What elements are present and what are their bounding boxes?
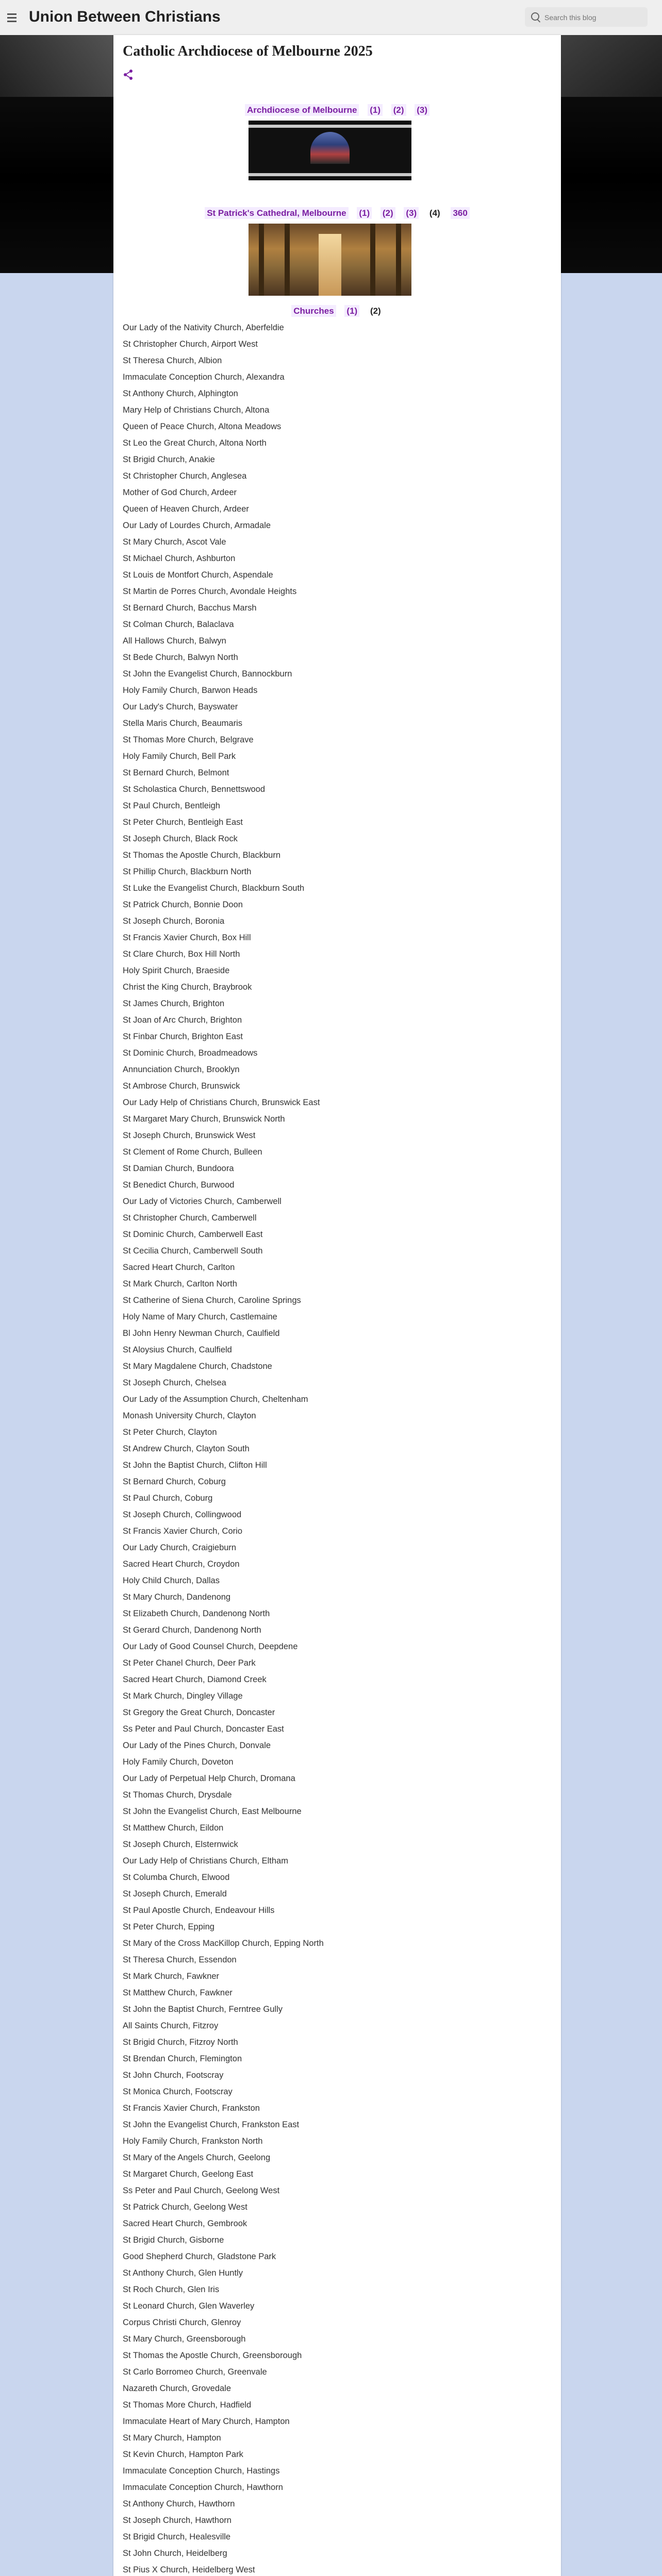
church-list-item: Sacred Heart Church, Croydon — [123, 1560, 240, 1569]
church-list-item: Our Lady of the Pines Church, Donvale — [123, 1741, 271, 1750]
church-list-item: St John the Evangelist Church, East Melbourne — [123, 1807, 302, 1816]
church-list-item: Holy Child Church, Dallas — [123, 1576, 220, 1585]
church-list-item: St James Church, Brighton — [123, 999, 225, 1008]
church-list-item: St Francis Xavier Church, Frankston — [123, 2104, 260, 2113]
church-list-item: Bl John Henry Newman Church, Caulfield — [123, 1329, 280, 1338]
archdiocese-page-2-link[interactable]: (2) — [391, 104, 406, 116]
church-list-item: St Brigid Church, Gisborne — [123, 2235, 224, 2245]
church-list-item: St Luke the Evangelist Church, Blackburn South — [123, 884, 305, 893]
church-list — [123, 319, 545, 2576]
church-list-item: St Mary Church, Dandenong — [123, 1592, 231, 1602]
church-list-item: Sacred Heart Church, Carlton — [123, 1263, 235, 1272]
church-list-item: St Brigid Church, Anakie — [123, 455, 215, 464]
church-list-item: Holy Family Church, Bell Park — [123, 752, 236, 761]
church-list-item: St Ambrose Church, Brunswick — [123, 1081, 240, 1091]
church-list-item: St Mark Church, Dingley Village — [123, 1691, 243, 1701]
church-list-item: St John the Evangelist Church, Frankston East — [123, 2120, 300, 2129]
church-list-item: St Bernard Church, Coburg — [123, 1477, 226, 1486]
church-list-item: St Mary Church, Greensborough — [123, 2334, 246, 2344]
church-list-item: St Leonard Church, Glen Waverley — [123, 2301, 255, 2311]
cathedral-page-2-link[interactable]: (2) — [380, 207, 395, 219]
church-list-item: Nazareth Church, Grovedale — [123, 2384, 231, 2393]
church-list-item: St Andrew Church, Clayton South — [123, 1444, 250, 1453]
churches-page-1-link[interactable]: (1) — [344, 305, 359, 317]
church-list-item: St Joseph Church, Brunswick West — [123, 1131, 256, 1140]
church-list-item: St Dominic Church, Broadmeadows — [123, 1048, 258, 1058]
church-list-item: St Matthew Church, Fawkner — [123, 1988, 233, 1997]
church-list-item: St Christopher Church, Anglesea — [123, 471, 247, 481]
church-list-item: St Clare Church, Box Hill North — [123, 950, 240, 959]
church-list-item: St Margaret Church, Geelong East — [123, 2170, 254, 2179]
church-list-item: St Joseph Church, Emerald — [123, 1889, 227, 1899]
church-list-item: St Roch Church, Glen Iris — [123, 2285, 220, 2294]
church-list-item: St Joseph Church, Collingwood — [123, 1510, 242, 1519]
church-list-item: St Mary of the Angels Church, Geelong — [123, 2153, 271, 2162]
church-list-item: St Catherine of Siena Church, Caroline Springs — [123, 1296, 301, 1305]
archdiocese-page-3-link[interactable]: (3) — [415, 104, 429, 116]
church-list-item: St Brigid Church, Healesville — [123, 2532, 231, 2541]
search-box[interactable] — [525, 7, 648, 27]
church-list-item: St Bernard Church, Bacchus Marsh — [123, 603, 257, 613]
church-list-item: St Peter Church, Epping — [123, 1922, 214, 1931]
church-list-item: St Columba Church, Elwood — [123, 1873, 230, 1882]
church-list-item: St Thomas the Apostle Church, Blackburn — [123, 851, 281, 860]
church-list-item: St Francis Xavier Church, Box Hill — [123, 933, 251, 942]
church-list-item: St Anthony Church, Hawthorn — [123, 2499, 235, 2509]
cathedral-image[interactable] — [249, 224, 411, 296]
church-list-item: St Colman Church, Balaclava — [123, 620, 234, 629]
church-list-item: St Anthony Church, Alphington — [123, 389, 238, 398]
church-list-item: St Patrick Church, Geelong West — [123, 2202, 247, 2212]
church-list-item: St Pius X Church, Heidelberg West — [123, 2565, 255, 2574]
church-list-item: Holy Family Church, Barwon Heads — [123, 686, 258, 695]
church-list-item: Immaculate Conception Church, Alexandra — [123, 372, 285, 382]
church-list-item: St Clement of Rome Church, Bulleen — [123, 1147, 262, 1157]
church-list-item: St Matthew Church, Eildon — [123, 1823, 224, 1833]
church-list-item: St Phillip Church, Blackburn North — [123, 867, 252, 876]
church-list-item: Our Lady of Good Counsel Church, Deepdene — [123, 1642, 298, 1651]
church-list-item: St Peter Church, Clayton — [123, 1428, 217, 1437]
church-list-item: St Theresa Church, Essendon — [123, 1955, 237, 1964]
church-list-item: St Joseph Church, Black Rock — [123, 834, 238, 843]
church-list-item: St Christopher Church, Camberwell — [123, 1213, 257, 1223]
church-list-item: St Carlo Borromeo Church, Greenvale — [123, 2367, 267, 2377]
church-list-item: Immaculate Conception Church, Hastings — [123, 2466, 280, 2476]
church-list-item: St Thomas the Apostle Church, Greensborough — [123, 2351, 302, 2360]
cathedral-page-current: (4) — [429, 208, 440, 218]
church-list-item: St John the Baptist Church, Clifton Hill — [123, 1461, 267, 1470]
church-list-item: St Christopher Church, Airport West — [123, 340, 258, 349]
church-list-item: St Mary Magdalene Church, Chadstone — [123, 1362, 272, 1371]
church-list-item: St John Church, Heidelberg — [123, 2549, 227, 2558]
church-list-item: Holy Family Church, Doveton — [123, 1757, 234, 1767]
church-list-item: St Paul Church, Coburg — [123, 1494, 213, 1503]
church-list-item: St Mary of the Cross MacKillop Church, Epping North — [123, 1939, 324, 1948]
church-list-item: St Bernard Church, Belmont — [123, 768, 229, 777]
search-input[interactable] — [543, 11, 643, 24]
church-list-item: Our Lady's Church, Bayswater — [123, 702, 238, 711]
church-list-item: St Anthony Church, Glen Huntly — [123, 2268, 243, 2278]
church-list-item: Immaculate Heart of Mary Church, Hampton — [123, 2417, 290, 2426]
church-list-item: St Mary Church, Hampton — [123, 2433, 221, 2443]
church-list-item: Our Lady of Perpetual Help Church, Dromana — [123, 1774, 295, 1783]
church-list-item: St John Church, Footscray — [123, 2071, 224, 2080]
church-list-item: St Mary Church, Ascot Vale — [123, 537, 226, 547]
church-list-item: St Margaret Mary Church, Brunswick North — [123, 1114, 285, 1124]
hamburger-menu-icon[interactable] — [7, 11, 16, 24]
church-list-item: Our Lady of the Nativity Church, Aberfeldie — [123, 323, 284, 332]
church-list-item: St Dominic Church, Camberwell East — [123, 1230, 263, 1239]
church-list-item: St Monica Church, Footscray — [123, 2087, 233, 2096]
church-list-item: St Thomas Church, Drysdale — [123, 1790, 232, 1800]
church-list-item: Good Shepherd Church, Gladstone Park — [123, 2252, 276, 2261]
church-list-item: Holy Family Church, Frankston North — [123, 2137, 263, 2146]
church-list-item: Stella Maris Church, Beaumaris — [123, 719, 242, 728]
church-list-item: St Joseph Church, Chelsea — [123, 1378, 226, 1387]
church-list-item: St Joseph Church, Boronia — [123, 917, 225, 926]
church-list-item: Queen of Heaven Church, Ardeer — [123, 504, 249, 514]
post-title: Catholic Archdiocese of Melbourne 2025 — [123, 43, 373, 59]
church-list-item: Monash University Church, Clayton — [123, 1411, 256, 1420]
church-list-item: St Mark Church, Carlton North — [123, 1279, 237, 1289]
church-list-item: St Scholastica Church, Bennettswood — [123, 785, 266, 794]
church-list-item: St Gerard Church, Dandenong North — [123, 1625, 261, 1635]
church-list-item: All Saints Church, Fitzroy — [123, 2021, 219, 2030]
church-list-item: St Thomas More Church, Belgrave — [123, 735, 254, 744]
church-list-item: St Patrick Church, Bonnie Doon — [123, 900, 243, 909]
church-list-item: St Louis de Montfort Church, Aspendale — [123, 570, 273, 580]
church-list-item: St Martin de Porres Church, Avondale Heights — [123, 587, 297, 596]
church-list-item: St Paul Church, Bentleigh — [123, 801, 220, 810]
blog-title[interactable]: Union Between Christians — [29, 8, 221, 25]
churches-link[interactable]: Churches — [291, 305, 336, 317]
church-list-item: St Joan of Arc Church, Brighton — [123, 1015, 242, 1025]
cathedral-page-1-link[interactable]: (1) — [357, 207, 372, 219]
churches-nav — [113, 306, 561, 316]
archdiocese-link[interactable]: Archdiocese of Melbourne — [245, 104, 359, 116]
top-app-bar — [0, 0, 662, 36]
cathedral-link[interactable]: St Patrick's Cathedral, Melbourne — [205, 207, 348, 219]
church-list-item: St Bede Church, Balwyn North — [123, 653, 238, 662]
church-list-item: Holy Spirit Church, Braeside — [123, 966, 230, 975]
church-list-item: St Finbar Church, Brighton East — [123, 1032, 243, 1041]
church-list-item: St Peter Church, Bentleigh East — [123, 818, 243, 827]
search-icon[interactable] — [531, 12, 539, 21]
church-list-item: Sacred Heart Church, Gembrook — [123, 2219, 247, 2228]
church-list-item: Corpus Christi Church, Glenroy — [123, 2318, 241, 2327]
church-list-item: St Kevin Church, Hampton Park — [123, 2450, 243, 2459]
church-list-item: All Hallows Church, Balwyn — [123, 636, 226, 646]
church-list-item: St Brigid Church, Fitzroy North — [123, 2038, 238, 2047]
church-list-item: St Gregory the Great Church, Doncaster — [123, 1708, 275, 1717]
church-list-item: St John the Baptist Church, Ferntree Gully — [123, 2005, 283, 2014]
church-list-item: St Cecilia Church, Camberwell South — [123, 1246, 263, 1256]
churches-page-current: (2) — [370, 306, 381, 316]
church-list-item: Ss Peter and Paul Church, Doncaster East — [123, 1724, 284, 1734]
church-list-item: St Francis Xavier Church, Corio — [123, 1527, 242, 1536]
cathedral-page-3-link[interactable]: (3) — [404, 207, 419, 219]
church-list-item: St Mark Church, Fawkner — [123, 1972, 220, 1981]
church-list-item: St Brendan Church, Flemington — [123, 2054, 242, 2063]
church-list-item: Mary Help of Christians Church, Altona — [123, 405, 270, 415]
church-list-item: Our Lady of the Assumption Church, Cheltenham — [123, 1395, 308, 1404]
church-list-item: Our Lady Help of Christians Church, Brunswick East — [123, 1098, 320, 1107]
church-list-item: Our Lady Help of Christians Church, Eltham — [123, 1856, 288, 1866]
church-list-item: St Theresa Church, Albion — [123, 356, 222, 365]
church-list-item: Christ the King Church, Braybrook — [123, 982, 252, 992]
church-list-item: St Michael Church, Ashburton — [123, 554, 236, 563]
church-list-item: St Benedict Church, Burwood — [123, 1180, 235, 1190]
church-list-item: St Joseph Church, Elsternwick — [123, 1840, 238, 1849]
church-list-item: St Damian Church, Bundoora — [123, 1164, 234, 1173]
church-list-item: Our Lady of Victories Church, Camberwell — [123, 1197, 282, 1206]
church-list-item: St Joseph Church, Hawthorn — [123, 2516, 231, 2525]
church-list-item: Our Lady of Lourdes Church, Armadale — [123, 521, 271, 530]
share-icon[interactable] — [123, 69, 134, 80]
archdiocese-page-1-link[interactable]: (1) — [368, 104, 383, 116]
church-list-item: Immaculate Conception Church, Hawthorn — [123, 2483, 283, 2492]
church-list-item: St John the Evangelist Church, Bannockburn — [123, 669, 292, 679]
church-list-item: St Paul Apostle Church, Endeavour Hills — [123, 1906, 275, 1915]
church-list-item: St Leo the Great Church, Altona North — [123, 438, 267, 448]
cathedral-nav — [113, 208, 561, 218]
church-list-item: St Aloysius Church, Caulfield — [123, 1345, 232, 1354]
church-list-item: Mother of God Church, Ardeer — [123, 488, 237, 497]
church-list-item: Annunciation Church, Brooklyn — [123, 1065, 240, 1074]
post-card — [113, 35, 561, 2576]
church-list-item: Queen of Peace Church, Altona Meadows — [123, 422, 282, 431]
church-list-item: St Peter Chanel Church, Deer Park — [123, 1658, 256, 1668]
church-list-item: Our Lady Church, Craigieburn — [123, 1543, 237, 1552]
church-list-item: St Thomas More Church, Hadfield — [123, 2400, 252, 2410]
church-list-item: Holy Name of Mary Church, Castlemaine — [123, 1312, 277, 1321]
cathedral-360-link[interactable]: 360 — [451, 207, 469, 219]
archdiocese-nav — [113, 105, 561, 115]
archdiocese-image[interactable] — [249, 121, 411, 180]
church-list-item: Sacred Heart Church, Diamond Creek — [123, 1675, 267, 1684]
church-list-item: Ss Peter and Paul Church, Geelong West — [123, 2186, 280, 2195]
church-list-item: St Elizabeth Church, Dandenong North — [123, 1609, 270, 1618]
